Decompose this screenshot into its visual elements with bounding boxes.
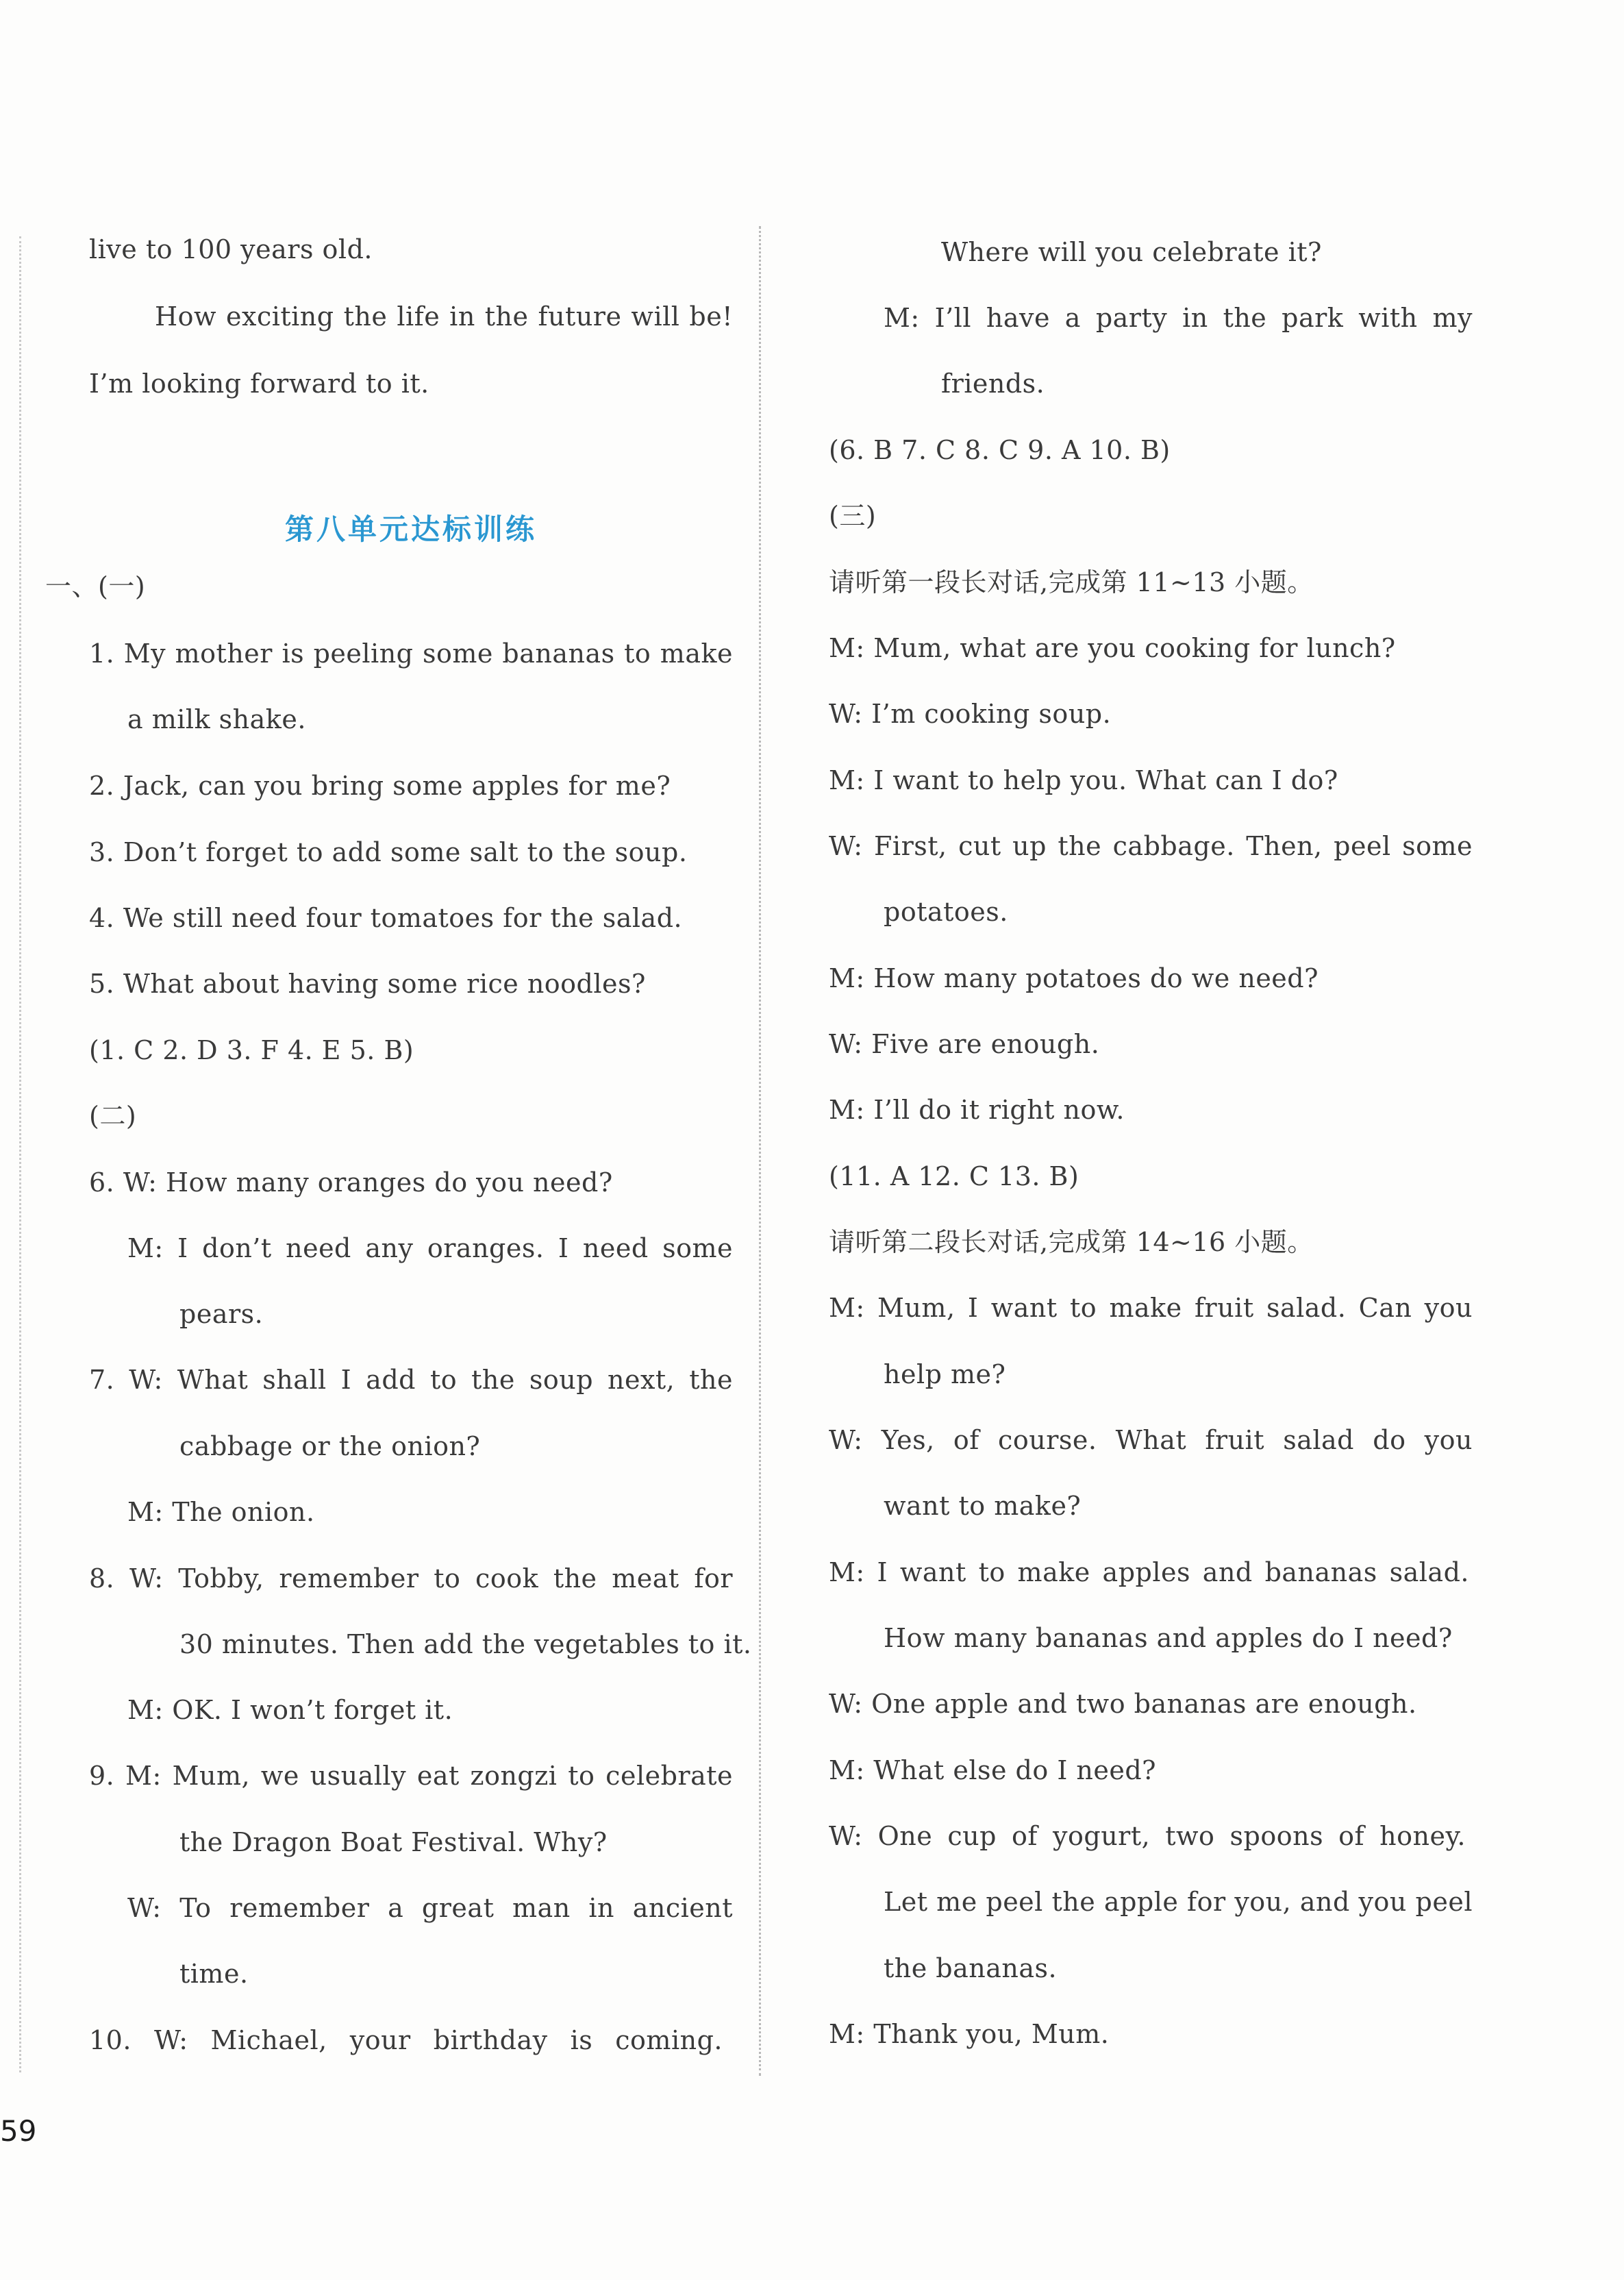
dialogue-line: the Dragon Boat Festival. Why? <box>179 1827 608 1857</box>
section-title: 第八单元达标训练 <box>284 512 537 546</box>
dialogue-line: W: One cup of yogurt, two spoons of honey. <box>829 1821 1466 1851</box>
dialogue-line: Let me peel the apple for you, and you peel <box>884 1887 1473 1917</box>
instruction-line: 请听第二段长对话,完成第 14~16 小题。 <box>829 1227 1314 1257</box>
dialogue-line: 7. W: What shall I add to the soup next, the <box>89 1365 733 1395</box>
dialogue-line: W: I’m cooking soup. <box>829 699 1112 729</box>
dialogue-line: friends. <box>941 369 1045 399</box>
item-line: 3. Don’t forget to add some salt to the soup. <box>89 837 688 867</box>
dialogue-line: M: Thank you, Mum. <box>829 2019 1110 2049</box>
passage-line: live to 100 years old. <box>89 234 373 264</box>
left-edge-rule <box>19 236 21 2072</box>
dialogue-line: W: To remember a great man in ancient <box>127 1893 733 1923</box>
dialogue-line: 10. W: Michael, your birthday is coming. <box>89 2025 723 2055</box>
item-line: a milk shake. <box>127 704 306 734</box>
dialogue-line: 9. M: Mum, we usually eat zongzi to celebrate <box>89 1761 733 1791</box>
dialogue-line: M: I want to make apples and bananas salad. <box>829 1557 1469 1587</box>
dialogue-line: the bananas. <box>884 1953 1058 1983</box>
item-line: 4. We still need four tomatoes for the salad. <box>89 903 683 933</box>
item-line: 2. Jack, can you bring some apples for me? <box>89 771 671 801</box>
part-heading: (二) <box>89 1101 137 1131</box>
dialogue-line: time. <box>179 1959 249 1989</box>
dialogue-line: help me? <box>884 1359 1006 1389</box>
dialogue-line: M: Mum, what are you cooking for lunch? <box>829 633 1396 663</box>
item-line: 1. My mother is peeling some bananas to make <box>89 639 733 669</box>
dialogue-line: How many bananas and apples do I need? <box>884 1623 1453 1653</box>
dialogue-line: 6. W: How many oranges do you need? <box>89 1167 613 1198</box>
page-number: 59 <box>0 2114 37 2148</box>
dialogue-line: M: I’ll have a party in the park with my <box>884 303 1473 333</box>
dialogue-line: want to make? <box>884 1491 1082 1521</box>
passage-line: How exciting the life in the future will be! <box>155 301 733 332</box>
part-heading: (三) <box>829 501 877 531</box>
dialogue-line: M: The onion. <box>127 1497 315 1527</box>
dialogue-line: W: Five are enough. <box>829 1029 1100 1059</box>
dialogue-line: M: I’ll do it right now. <box>829 1095 1125 1125</box>
dialogue-line: W: Yes, of course. What fruit salad do you <box>829 1425 1473 1455</box>
dialogue-line: M: I want to help you. What can I do? <box>829 765 1338 795</box>
dialogue-line: 8. W: Tobby, remember to cook the meat for <box>89 1563 733 1594</box>
answer-key: (11. A 12. C 13. B) <box>829 1161 1079 1191</box>
dialogue-line: M: I don’t need any oranges. I need some <box>127 1233 733 1263</box>
dialogue-line: cabbage or the onion? <box>179 1431 481 1461</box>
dialogue-line: M: What else do I need? <box>829 1755 1157 1785</box>
part-heading: 一、(一) <box>45 571 146 602</box>
dialogue-line: 30 minutes. Then add the vegetables to it. <box>179 1629 752 1659</box>
instruction-line: 请听第一段长对话,完成第 11~13 小题。 <box>829 567 1314 597</box>
answer-key: (1. C 2. D 3. F 4. E 5. B) <box>89 1035 414 1065</box>
dialogue-line: Where will you celebrate it? <box>941 237 1322 267</box>
dialogue-line: M: How many potatoes do we need? <box>829 963 1319 993</box>
column-divider <box>759 226 761 2076</box>
dialogue-line: M: Mum, I want to make fruit salad. Can you <box>829 1293 1473 1323</box>
dialogue-line: potatoes. <box>884 897 1008 927</box>
dialogue-line: pears. <box>179 1299 264 1329</box>
dialogue-line: W: First, cut up the cabbage. Then, peel some <box>829 831 1473 861</box>
passage-line: I’m looking forward to it. <box>89 369 429 399</box>
dialogue-line: M: OK. I won’t forget it. <box>127 1695 453 1725</box>
answer-key: (6. B 7. C 8. C 9. A 10. B) <box>829 435 1171 465</box>
dialogue-line: W: One apple and two bananas are enough. <box>829 1689 1417 1719</box>
item-line: 5. What about having some rice noodles? <box>89 969 646 999</box>
